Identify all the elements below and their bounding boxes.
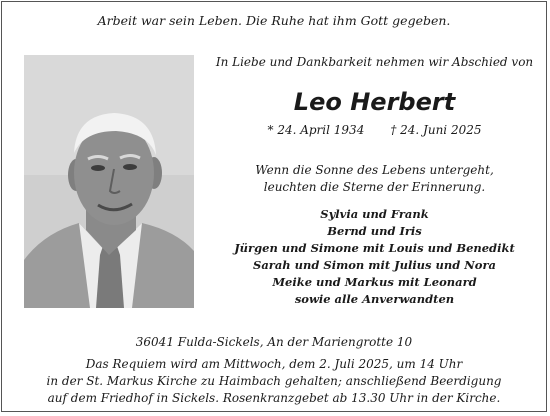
verse-line: leuchten die Sterne der Erinnerung. [263,180,486,194]
mourner-line: Jürgen und Simone mit Louis und Benedikt [234,241,515,255]
mourner-line: sowie alle Anverwandten [294,292,455,306]
death-date: † 24. Juni 2025 [390,123,482,137]
portrait-photo [24,55,194,308]
birth-date: * 24. April 1934 [267,123,365,137]
requiem-line: auf dem Friedhof in Sickels. Rosenkranzgebet ab 13.30 Uhr in der Kirche. [47,391,501,405]
mourning-address: 36041 Fulda-Sickels, An der Mariengrotte 10 [135,335,413,349]
mourner-line: Sarah und Simon mit Julius und Nora [253,258,496,272]
mourners-list [207,206,542,308]
requiem-line: Das Requiem wird am Mittwoch, dem 2. Juli 2025, um 14 Uhr [85,357,463,371]
farewell-intro: In Liebe und Dankbarkeit nehmen wir Abschied von [215,55,534,69]
motto: Arbeit war sein Leben. Die Ruhe hat ihm Gott gegeben. [97,13,451,28]
mourner-line: Sylvia und Frank [320,207,429,221]
verse-line: Wenn die Sonne des Lebens untergeht, [255,163,494,177]
deceased-name: Leo Herbert [293,88,456,116]
life-dates [207,123,542,137]
requiem-details [2,356,546,407]
mourner-line: Meike und Markus mit Leonard [272,275,477,289]
obituary-notice [1,1,547,412]
memorial-verse [207,162,542,196]
requiem-line: in der St. Markus Kirche zu Haimbach gehalten; anschließend Beerdigung [46,374,502,388]
mourner-line: Bernd und Iris [327,224,422,238]
